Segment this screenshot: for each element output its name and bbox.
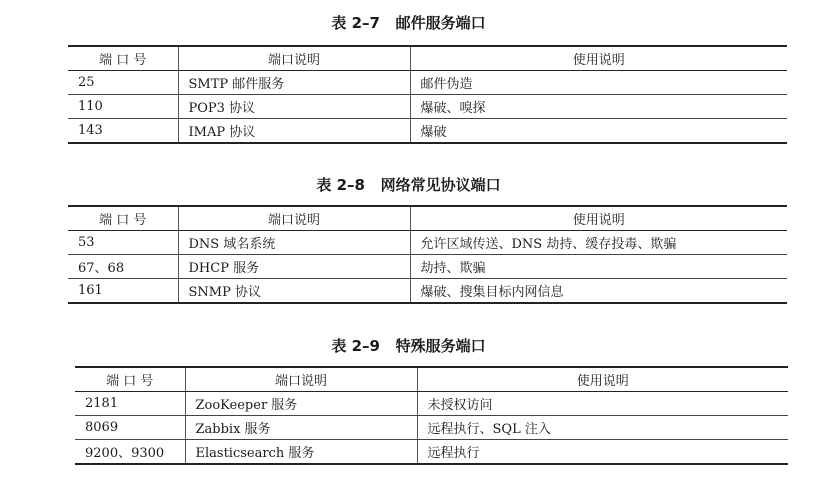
usage-cell: 爆破、嗅探: [410, 95, 787, 119]
column-header-usage: 使用说明: [417, 367, 788, 392]
table-row: [68, 95, 787, 119]
column-header-usage: 使用说明: [410, 46, 787, 71]
usage-cell: 邮件伪造: [410, 71, 787, 95]
table-row: [68, 279, 787, 304]
usage-cell: 爆破、搜集目标内网信息: [410, 279, 787, 304]
column-header-port: 端 口 号: [75, 367, 185, 392]
description-cell: SNMP 协议: [178, 279, 410, 304]
table-row: [75, 416, 788, 440]
table-caption: 表 2–7 邮件服务端口: [331, 14, 486, 32]
table-row: [68, 119, 787, 144]
mail-service-ports-table: [68, 45, 787, 144]
port-cell: 9200、9300: [75, 440, 185, 465]
usage-cell: 远程执行: [417, 440, 788, 465]
description-cell: DHCP 服务: [178, 255, 410, 279]
usage-cell: 未授权访问: [417, 392, 788, 416]
description-cell: POP3 协议: [178, 95, 410, 119]
description-cell: SMTP 邮件服务: [178, 71, 410, 95]
table-row: [75, 392, 788, 416]
description-cell: DNS 域名系统: [178, 231, 410, 255]
network-protocol-ports-table: [68, 205, 787, 304]
usage-cell: 劫持、欺骗: [410, 255, 787, 279]
table-row: [68, 255, 787, 279]
column-header-port: 端 口 号: [68, 206, 178, 231]
column-header-port-description: 端口说明: [178, 46, 410, 71]
port-cell: 143: [68, 119, 178, 144]
table-row: [68, 231, 787, 255]
table-header-row: [75, 367, 788, 392]
port-cell: 110: [68, 95, 178, 119]
port-cell: 8069: [75, 416, 185, 440]
table-header-row: [68, 46, 787, 71]
column-header-port: 端 口 号: [68, 46, 178, 71]
port-cell: 25: [68, 71, 178, 95]
table-caption: 表 2–8 网络常见协议端口: [316, 176, 501, 194]
port-cell: 67、68: [68, 255, 178, 279]
special-service-ports-table: [75, 366, 788, 465]
table-caption: 表 2–9 特殊服务端口: [331, 337, 486, 355]
port-cell: 161: [68, 279, 178, 304]
port-cell: 2181: [75, 392, 185, 416]
table-row: [75, 440, 788, 465]
usage-cell: 爆破: [410, 119, 787, 144]
description-cell: ZooKeeper 服务: [185, 392, 417, 416]
column-header-usage: 使用说明: [410, 206, 787, 231]
table-header-row: [68, 206, 787, 231]
description-cell: Zabbix 服务: [185, 416, 417, 440]
usage-cell: 允许区域传送、DNS 劫持、缓存投毒、欺骗: [410, 231, 787, 255]
table-row: [68, 71, 787, 95]
usage-cell: 远程执行、SQL 注入: [417, 416, 788, 440]
description-cell: IMAP 协议: [178, 119, 410, 144]
port-cell: 53: [68, 231, 178, 255]
description-cell: Elasticsearch 服务: [185, 440, 417, 465]
column-header-port-description: 端口说明: [185, 367, 417, 392]
column-header-port-description: 端口说明: [178, 206, 410, 231]
